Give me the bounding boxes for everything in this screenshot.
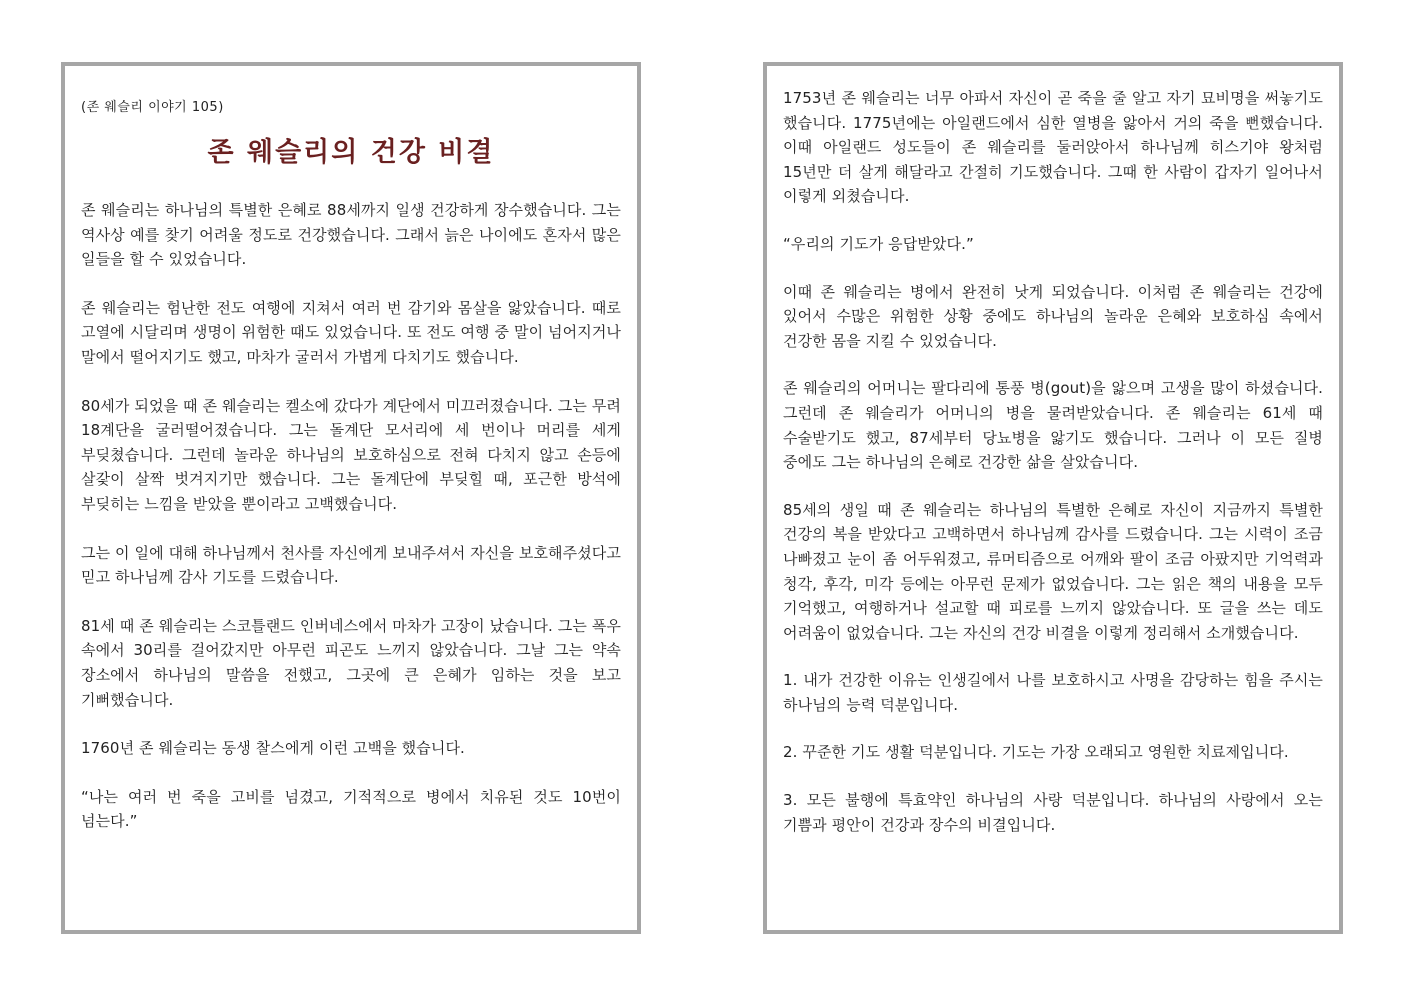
paragraph: 그는 이 일에 대해 하나님께서 천사를 자신에게 보내주셔서 자신을 보호해주셨다고 믿고 하나님께 감사 기도를 드렸습니다. (81, 543, 621, 587)
page-title: 존 웨슬리의 건강 비결 (207, 137, 495, 168)
paragraph: 존 웨슬리는 하나님의 특별한 은혜로 88세까지 일생 건강하게 장수했습니다. 그는 역사상 예를 찾기 어려울 정도로 건강했습니다. 그래서 늙은 나이에도 혼자서 많은 일들을 할 수 있었습니다. (81, 201, 621, 269)
quote-paragraph: “나는 여러 번 죽을 고비를 넘겼고, 기적적으로 병에서 치유된 것도 10번이 넘는다.” (81, 787, 621, 831)
list-item: 1. 내가 건강한 이유는 인생길에서 나를 보호하시고 사명을 감당하는 힘을 주시는 하나님의 능력 덕분입니다. (783, 671, 1323, 714)
paragraph: 85세의 생일 때 존 웨슬리는 하나님의 특별한 은혜로 자신이 지금까지 특별한 건강의 복을 받았다고 고백하면서 하나님께 감사를 드렸습니다. 그는 시력이 조금 나빠졌고 눈이 좀 어두워졌고, 류머티즘으로 어깨와 팔이 조금 아팠지만 기억력과 청각, 후각, 미각 등에는 아무런 문제가 없었습니다. 그는 읽은 책의 내용을 모두 기억했고, 여행하거나 설교할 때 피로를 느끼지 않았습니다. 또 글을 쓰는 데도 어려움이 없었습니다. 그는 자신의 건강 비결을 이렇게 정리해서 소개했습니다. (783, 500, 1323, 642)
left-page (61, 62, 641, 934)
paragraph: 이때 존 웨슬리는 병에서 완전히 낫게 되었습니다. 이처럼 존 웨슬리는 건강에 있어서 수많은 위험한 상황 중에도 하나님의 놀라운 은혜와 보호하심 속에서 건강한 몸을 지킬 수 있었습니다. (783, 282, 1323, 350)
paragraph: 80세가 되었을 때 존 웨슬리는 켈소에 갔다가 계단에서 미끄러졌습니다. 그는 무려 18계단을 굴러떨어졌습니다. 그는 돌계단 모서리에 세 번이나 머리를 세게 부딪쳤습니다. 그런데 놀라운 하나님의 보호하심으로 전혀 다치지 않고 손등에 살갗이 살짝 벗겨지기만 했습니다. 그는 돌계단에 부딪힐 때, 포근한 방석에 부딪히는 느낌을 받았을 뿐이라고 고백했습니다. (81, 396, 621, 513)
list-item: 3. 모든 불행에 특효약인 하나님의 사랑 덕분입니다. 하나님의 사랑에서 오는 기쁨과 평안이 건강과 장수의 비결입니다. (783, 791, 1323, 834)
paragraph: 1753년 존 웨슬리는 너무 아파서 자신이 곧 죽을 줄 알고 자기 묘비명을 써놓기도 했습니다. 1775년에는 아일랜드에서 심한 열병을 앓아서 거의 죽을 뻔했습니다. 이때 아일랜드 성도들이 존 웨슬리를 둘러앉아서 하나님께 히스기야 왕처럼 15년만 더 살게 해달라고 간절히 기도했습니다. 그때 한 사람이 갑자기 일어나서 이렇게 외쳤습니다. (783, 89, 1323, 206)
quote-paragraph: “우리의 기도가 응답받았다.” (783, 234, 974, 253)
paragraph: 존 웨슬리는 험난한 전도 여행에 지쳐서 여러 번 감기와 몸살을 앓았습니다. 때로 고열에 시달리며 생명이 위험한 때도 있었습니다. 또 전도 여행 중 말이 넘어지거나 말에서 떨어지기도 했고, 마차가 굴러서 가볍게 다치기도 했습니다. (81, 298, 621, 366)
paragraph: 1760년 존 웨슬리는 동생 찰스에게 이런 고백을 했습니다. (81, 739, 465, 758)
list-item: 2. 꾸준한 기도 생활 덕분입니다. 기도는 가장 오래되고 영원한 치료제입니다. (783, 743, 1289, 762)
series-label: (존 웨슬리 이야기 105) (81, 100, 224, 115)
right-page (763, 62, 1343, 934)
paragraph: 81세 때 존 웨슬리는 스코틀랜드 인버네스에서 마차가 고장이 났습니다. 그는 폭우 속에서 30리를 걸어갔지만 아무런 피곤도 느끼지 않았습니다. 그날 그는 약속 장소에서 하나님의 말씀을 전했고, 그곳에 큰 은혜가 임하는 것을 보고 기뻐했습니다. (81, 616, 621, 709)
paragraph: 존 웨슬리의 어머니는 팔다리에 통풍 병(gout)을 앓으며 고생을 많이 하셨습니다. 그런데 존 웨슬리가 어머니의 병을 물려받았습니다. 존 웨슬리는 61세 때 수술받기도 했고, 87세부터 당뇨병을 앓기도 했습니다. 그러나 이 모든 질병 중에도 그는 하나님의 은혜로 건강한 삶을 살았습니다. (783, 379, 1323, 472)
